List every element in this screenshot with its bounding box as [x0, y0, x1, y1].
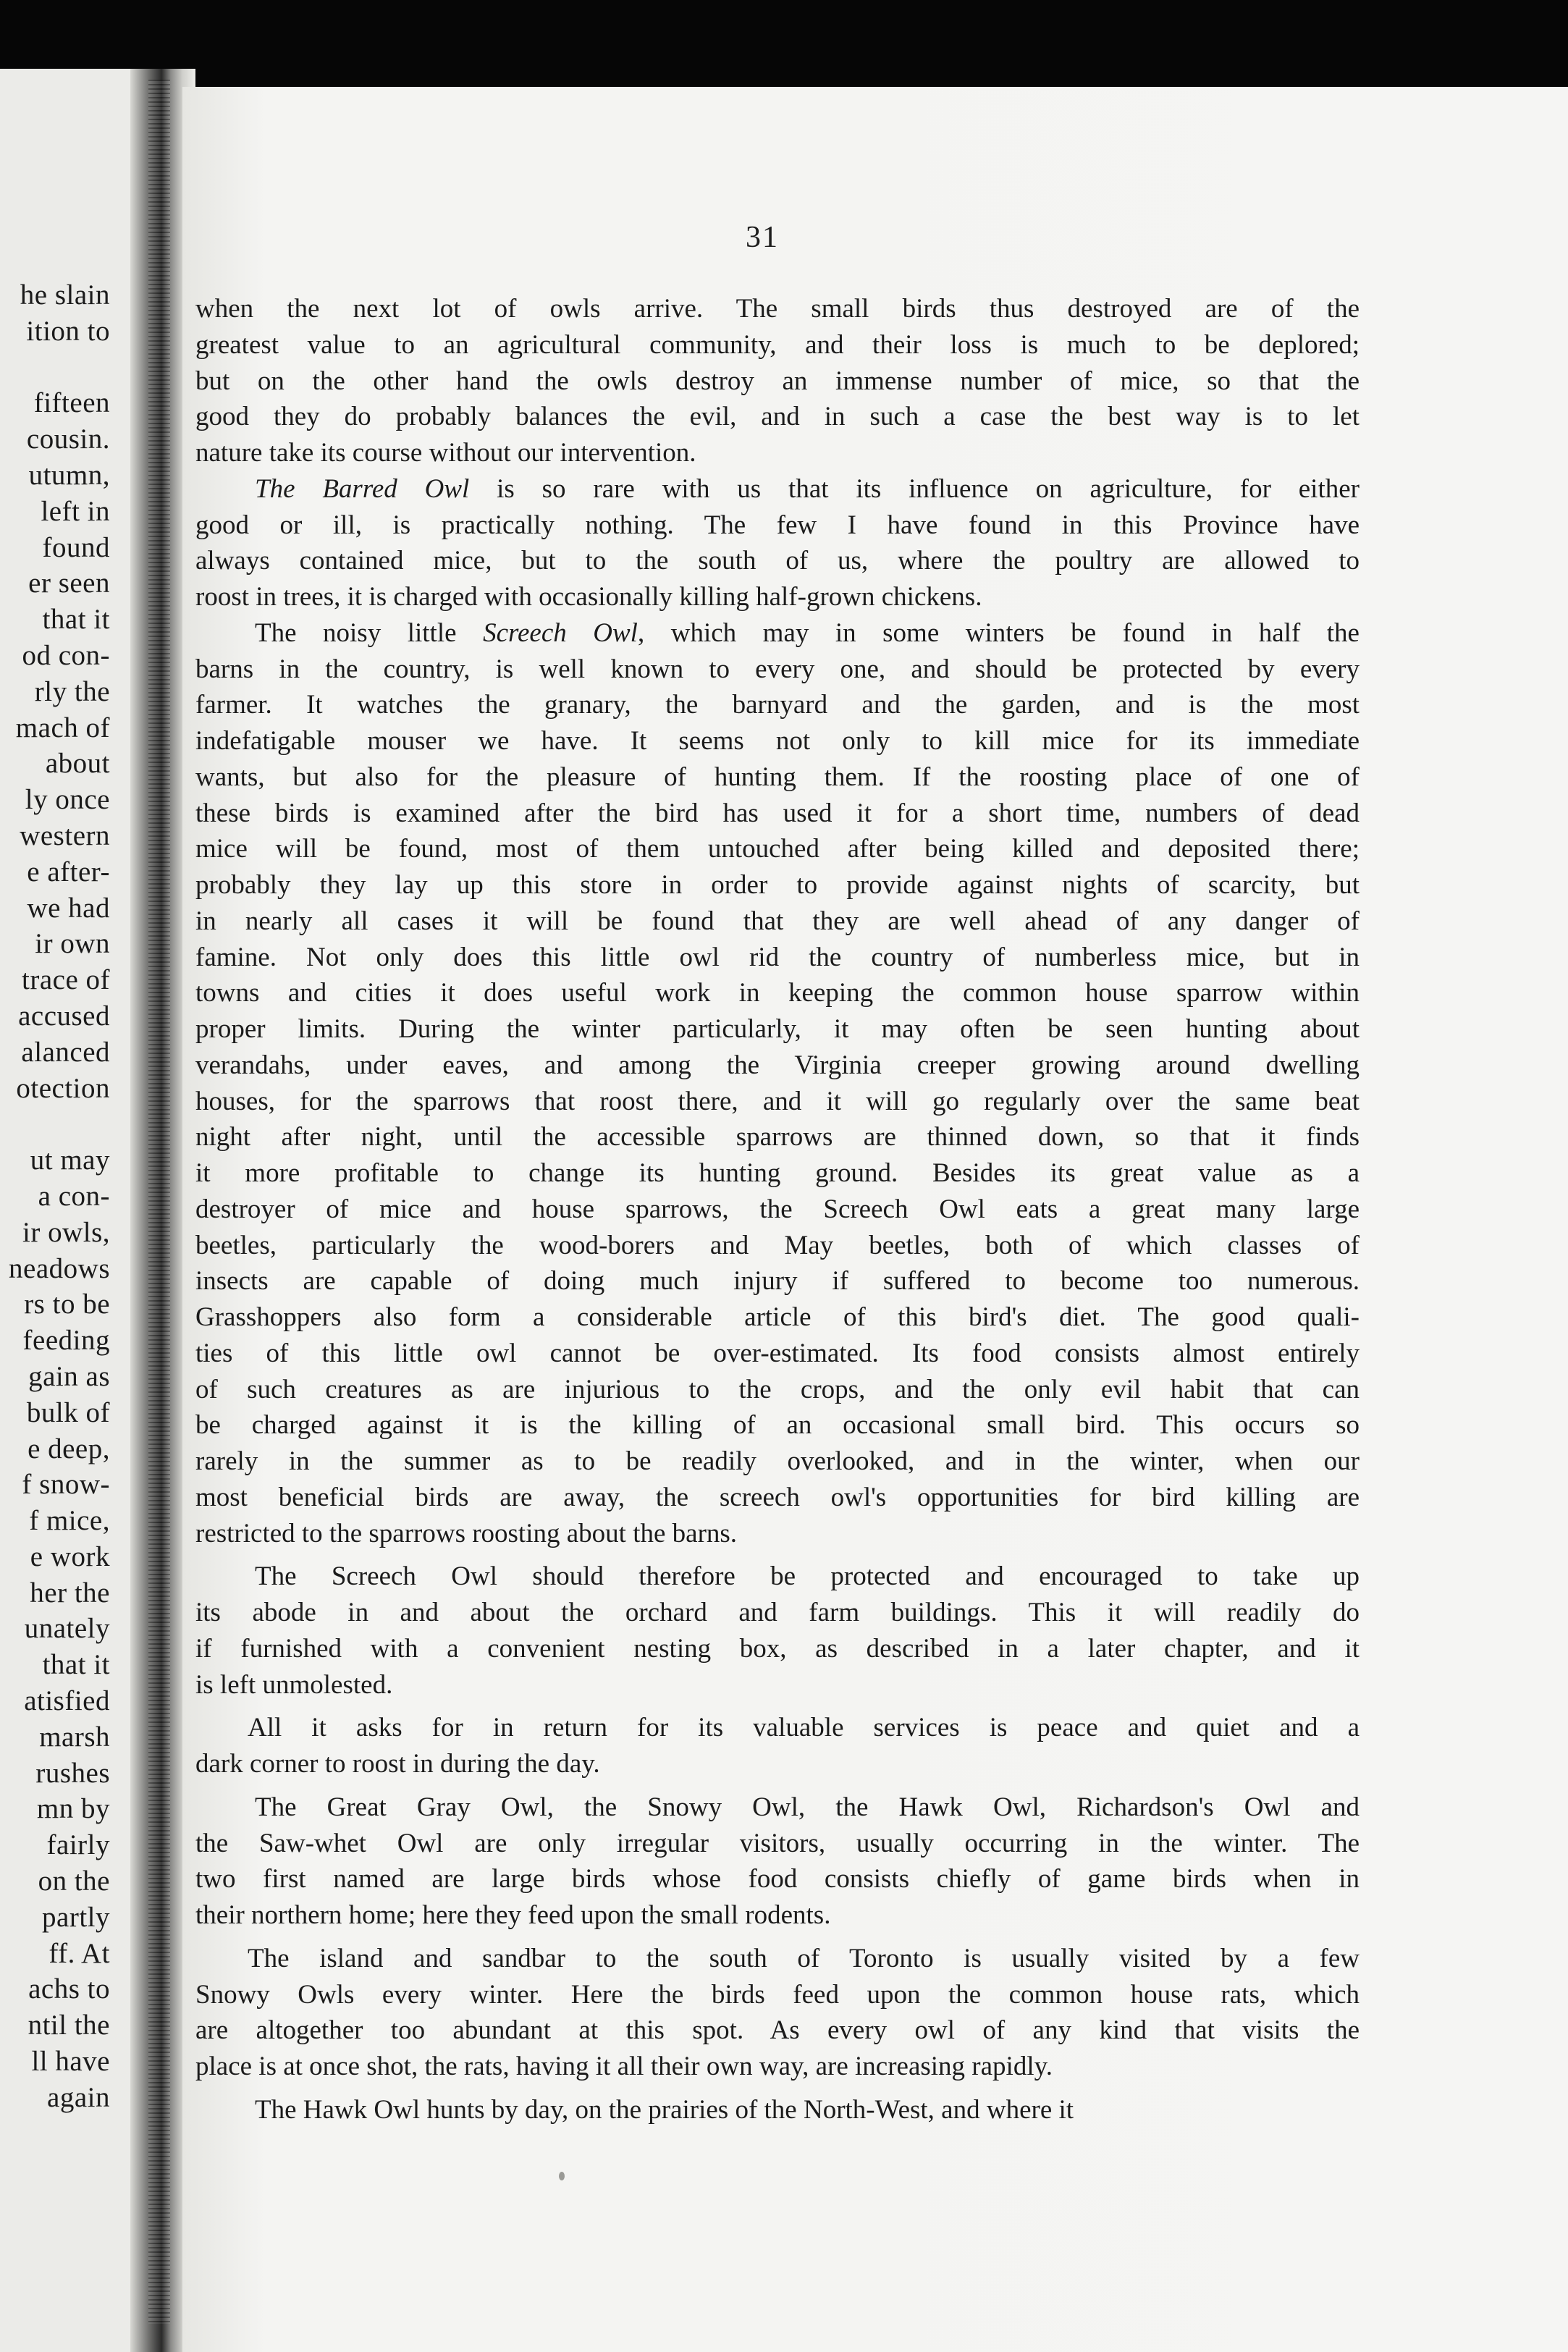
- paper-speck: [559, 2172, 565, 2180]
- species-name: The Barred Owl: [255, 473, 470, 504]
- left-page-line: er seen: [28, 568, 110, 599]
- paragraph: [195, 471, 1360, 615]
- left-page-line: feeding: [22, 1325, 110, 1357]
- text-line: be charged against it is the killing of an occasional small bird. This occurs so: [195, 1410, 1360, 1441]
- text-line: Snowy Owls every winter. Here the birds feed upon the common house rats, which: [195, 1979, 1360, 2010]
- left-page-line: cousin.: [26, 423, 110, 455]
- left-page-line: achs to: [28, 1973, 110, 2005]
- species-name: Screech Owl: [483, 617, 638, 648]
- text-line: insects are capable of doing much injury if suffered to become too numerous.: [195, 1266, 1360, 1297]
- text-line: indefatigable mouser we have. It seems not only to kill mice for its immediate: [195, 726, 1360, 756]
- text-line: The Hawk Owl hunts by day, on the prairies of the North-West, and where it: [255, 2094, 1074, 2125]
- text-line: proper limits. During the winter particularly, it may often be seen hunting about: [195, 1014, 1360, 1044]
- text-line: ties of this little owl cannot be over-estimated. Its food consists almost entirely: [195, 1338, 1360, 1368]
- paragraph: [195, 291, 1360, 471]
- text-line: rarely in the summer as to be readily overlooked, and in the winter, when our: [195, 1446, 1360, 1476]
- text-line: beetles, particularly the wood-borers and May beetles, both of which classes of: [195, 1230, 1360, 1260]
- left-page-line: that it: [42, 1649, 110, 1681]
- left-page-line: neadows: [9, 1252, 110, 1284]
- text-line: night after night, until the accessible sparrows are thinned down, so that it finds: [195, 1122, 1360, 1152]
- left-page-line: partly: [42, 1901, 110, 1933]
- text-line: greatest value to an agricultural community, and their loss is much to be deplored;: [195, 329, 1360, 360]
- left-page-line: he slain: [20, 279, 110, 311]
- text-line: All it asks for in return for its valuable services is peace and quiet and a: [248, 1713, 1360, 1743]
- text-line: towns and cities it does useful work in keeping the common house sparrow within: [195, 978, 1360, 1008]
- left-page-line: on the: [38, 1866, 110, 1897]
- text-run: , which may in some winters be found in half the: [637, 617, 1360, 648]
- left-page-line: about: [45, 748, 110, 780]
- left-page-line: mn by: [36, 1793, 110, 1825]
- text-line: good they do probably balances the evil, and in such a case the best way is to let: [195, 402, 1360, 432]
- left-page-line: e deep,: [28, 1433, 110, 1464]
- left-page-line: marsh: [39, 1721, 110, 1753]
- left-page-line: that it: [42, 604, 110, 636]
- left-page-line: rly the: [34, 675, 110, 707]
- text-line: restricted to the sparrows roosting about the barns.: [195, 1518, 738, 1548]
- text-line: The island and sandbar to the south of Toronto is usually visited by a few: [248, 1943, 1360, 1973]
- left-page-line: accused: [18, 1000, 110, 1032]
- text-line: these birds is examined after the bird has used it for a short time, numbers of dead: [195, 798, 1360, 828]
- left-page-line: ll have: [31, 2046, 110, 2078]
- text-run: The noisy little: [255, 617, 484, 648]
- left-page-line: again: [47, 2081, 110, 2113]
- left-page-line: rs to be: [24, 1289, 110, 1320]
- left-page-line: western: [20, 819, 110, 851]
- text-line: always contained mice, but to the south of us, where the poultry are allowed to: [195, 546, 1360, 576]
- left-page-line: [0, 350, 110, 386]
- gutter-edge-shading: [148, 80, 170, 2324]
- left-page-line: ff. At: [49, 1937, 110, 1969]
- left-page-line: left in: [41, 495, 110, 527]
- left-page-line: rushes: [35, 1757, 110, 1789]
- text-line: when the next lot of owls arrive. The small birds thus destroyed are of the: [195, 294, 1360, 324]
- page-number: 31: [746, 221, 779, 254]
- left-page-line: ly once: [25, 784, 110, 816]
- text-line: mice will be found, most of them untouched after being killed and deposited there;: [195, 834, 1360, 864]
- text-line: dark corner to roost in during the day.: [195, 1749, 600, 1779]
- left-page-line: bulk of: [26, 1396, 110, 1428]
- text-line: their northern home; here they feed upon the small rodents.: [195, 1900, 831, 1930]
- paragraph: [195, 2092, 1360, 2128]
- left-page-line: f snow-: [22, 1469, 110, 1501]
- left-page-line: otection: [16, 1072, 110, 1104]
- left-page-line: ir own: [35, 928, 110, 960]
- left-page-line: od con-: [22, 639, 110, 671]
- text-line: destroyer of mice and house sparrows, the Screech Owl eats a great many large: [195, 1194, 1360, 1224]
- text-line: roost in trees, it is charged with occasionally killing half-grown chickens.: [195, 582, 982, 612]
- left-page-text-fragments: [0, 277, 110, 2116]
- text-line: farmer. It watches the granary, the barnyard and the garden, and is the most: [195, 690, 1360, 720]
- text-line: the Saw-whet Owl are only irregular visitors, usually occurring in the winter. The: [195, 1828, 1360, 1858]
- left-page-line: ntil the: [28, 2010, 110, 2041]
- left-page-line: her the: [30, 1577, 110, 1609]
- text-line: famine. Not only does this little owl rid the country of numberless mice, but in: [195, 942, 1360, 972]
- left-page-line: ut may: [30, 1145, 110, 1176]
- text-line: place is at once shot, the rats, having it all their own way, are increasing rapidly.: [195, 2052, 1053, 2081]
- left-page-line: we had: [27, 892, 110, 924]
- left-page-line: fairly: [46, 1829, 110, 1861]
- paragraph: [195, 1710, 1360, 1782]
- left-page-line: mach of: [15, 712, 110, 743]
- text-line: but on the other hand the owls destroy an immense number of mice, so that the: [195, 366, 1360, 396]
- text-line: verandahs, under eaves, and among the Virginia creeper growing around dwelling: [195, 1050, 1360, 1080]
- paragraph: [195, 1941, 1360, 2085]
- text-line: in nearly all cases it will be found that they are well ahead of any danger of: [195, 906, 1360, 936]
- left-page-line: trace of: [22, 964, 110, 996]
- text-line: of such creatures as are injurious to the crops, and the only evil habit that can: [195, 1374, 1360, 1404]
- text-line: nature take its course without our intervention.: [195, 438, 696, 468]
- left-page-line: [0, 1106, 110, 1142]
- left-page-line: a con-: [38, 1180, 110, 1212]
- text-line: wants, but also for the pleasure of hunting them. If the roosting place of one of: [195, 762, 1360, 792]
- paragraph: [195, 615, 1360, 1552]
- left-page-line: utumn,: [28, 459, 110, 491]
- text-line: good or ill, is practically nothing. The few I have found in this Province have: [195, 510, 1360, 540]
- left-page-line: found: [42, 531, 110, 563]
- left-page-line: unately: [24, 1613, 110, 1645]
- left-page-line: atisfied: [24, 1685, 110, 1717]
- text-line: probably they lay up this store in order to provide against nights of scarcity, but: [195, 870, 1360, 900]
- left-page-line: alanced: [21, 1036, 110, 1068]
- text-line: The Great Gray Owl, the Snowy Owl, the Hawk Owl, Richardson's Owl and: [255, 1792, 1360, 1822]
- left-page-line: fifteen: [33, 387, 110, 419]
- left-page-line: f mice,: [29, 1505, 110, 1537]
- text-line: The Screech Owl should therefore be protected and encouraged to take up: [255, 1561, 1360, 1592]
- text-line: Grasshoppers also form a considerable article of this bird's diet. The good quali-: [195, 1302, 1360, 1332]
- text-line: is left unmolested.: [195, 1669, 393, 1700]
- text-line: most beneficial birds are away, the screech owl's opportunities for bird killing are: [195, 1482, 1360, 1512]
- text-line: its abode in and about the orchard and farm buildings. This it will readily do: [195, 1598, 1360, 1627]
- left-page-line: e after-: [27, 856, 110, 888]
- text-line: if furnished with a convenient nesting box, as described in a later chapter, and it: [195, 1633, 1360, 1664]
- paragraph: [195, 1790, 1360, 1934]
- text-line: [195, 471, 1360, 507]
- left-page-line: ir owls,: [22, 1216, 110, 1248]
- left-page-line: gain as: [28, 1360, 110, 1392]
- left-page-line: e work: [30, 1540, 110, 1572]
- left-page-line: ition to: [26, 315, 110, 347]
- text-line: [195, 615, 1360, 652]
- text-run: is so rare with us that its influence on agriculture, for either: [469, 473, 1360, 504]
- paragraph: [195, 1559, 1360, 1703]
- text-line: it more profitable to change its hunting ground. Besides its great value as a: [195, 1158, 1360, 1188]
- text-line: are altogether too abundant at this spot. As every owl of any kind that visits the: [195, 2015, 1360, 2046]
- text-line: houses, for the sparrows that roost there, and it will go regularly over the same beat: [195, 1086, 1360, 1116]
- page-body-text: [195, 291, 1360, 2128]
- text-line: two first named are large birds whose food consists chiefly of game birds when in: [195, 1864, 1360, 1894]
- text-line: barns in the country, is well known to every one, and should be protected by every: [195, 654, 1360, 684]
